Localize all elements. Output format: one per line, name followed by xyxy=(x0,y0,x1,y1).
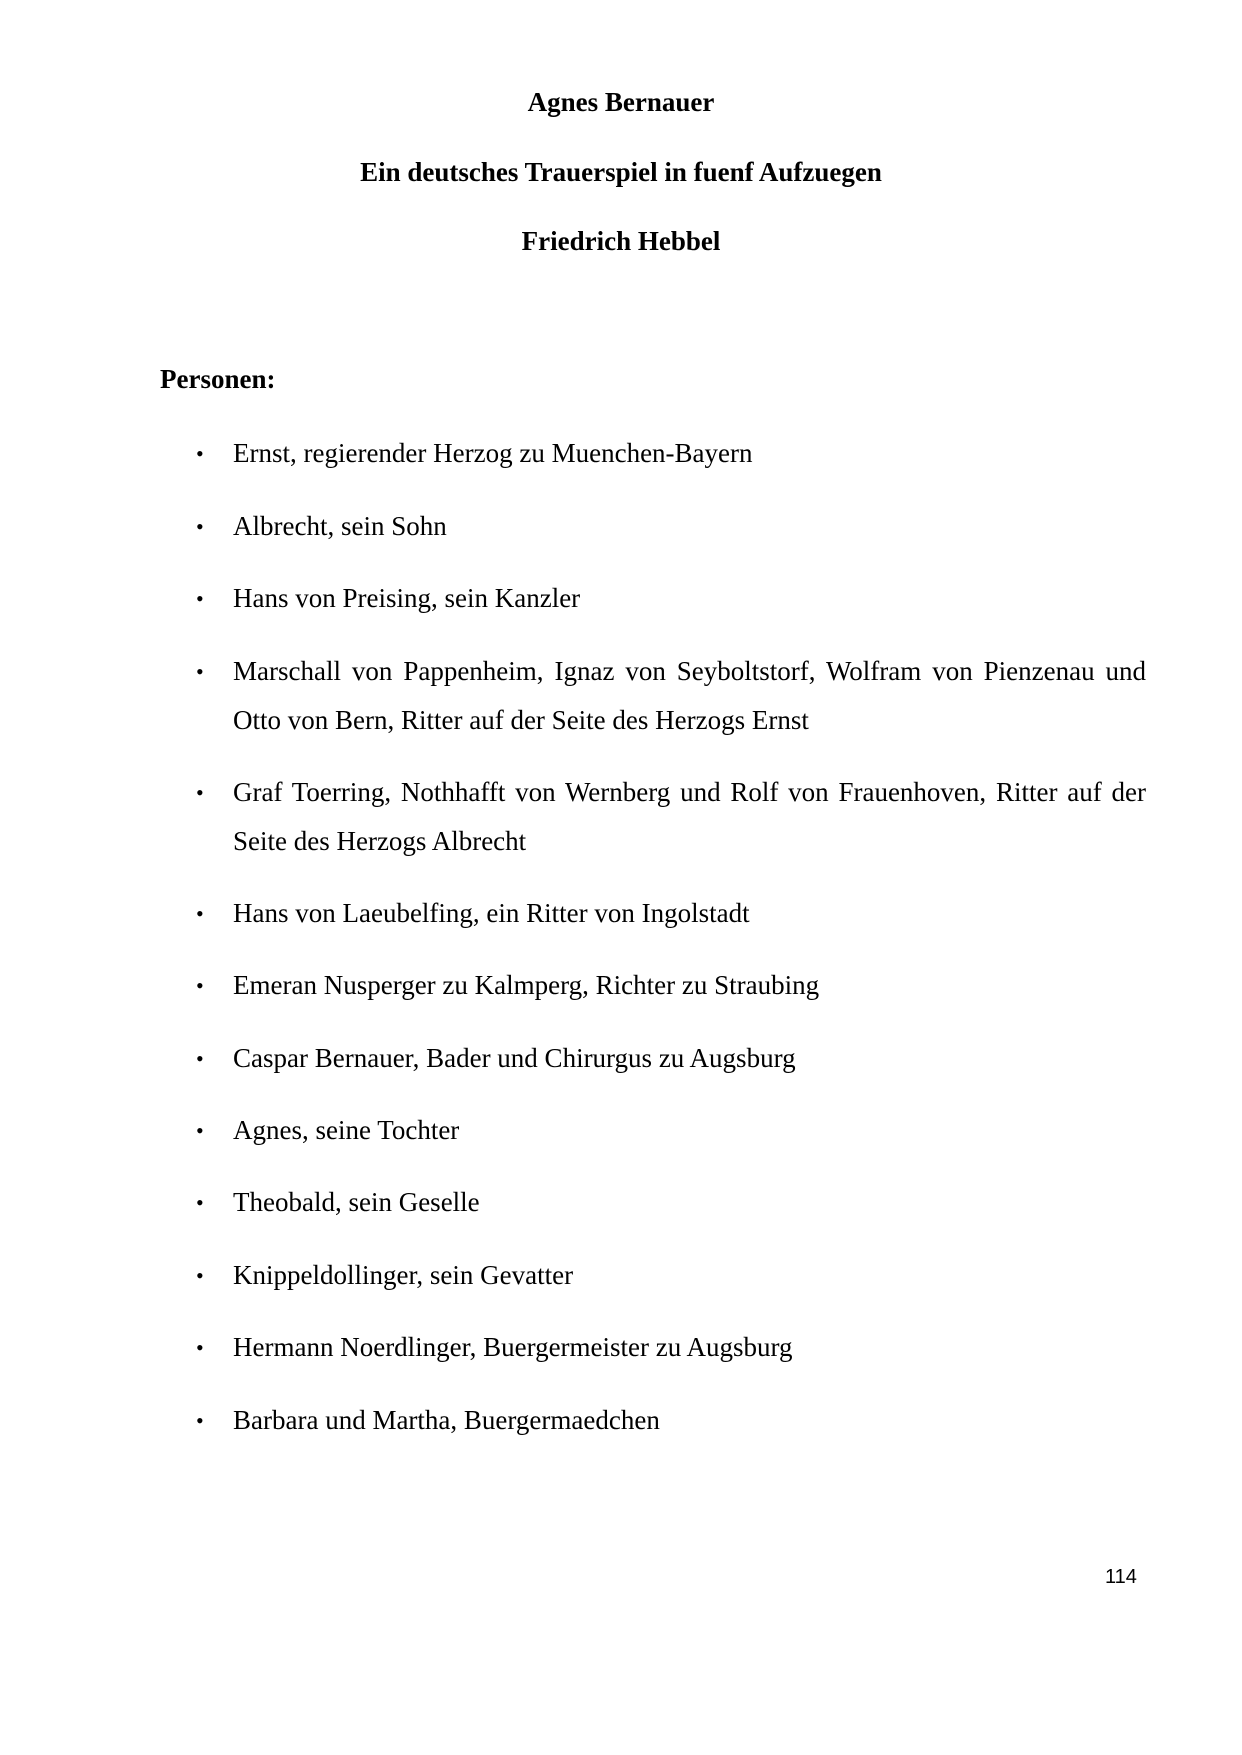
list-item xyxy=(196,1396,1146,1445)
bullet-icon: • xyxy=(196,441,204,466)
bullet-icon: • xyxy=(196,1118,204,1143)
document-subtitle: Ein deutsches Trauerspiel in fuenf Aufzuegen xyxy=(360,157,882,187)
list-item xyxy=(196,1323,1146,1372)
cast-member: Theobald, sein Geselle xyxy=(233,1187,480,1217)
cast-member: Hans von Laeubelfing, ein Ritter von Ingolstadt xyxy=(233,898,750,928)
cast-member: Ernst, regierender Herzog zu Muenchen-Bayern xyxy=(233,438,753,468)
list-item xyxy=(196,768,1146,866)
bullet-icon: • xyxy=(196,1046,204,1071)
list-item xyxy=(196,1251,1146,1300)
bullet-icon: • xyxy=(196,514,204,539)
list-item xyxy=(196,429,1146,478)
bullet-icon: • xyxy=(196,659,204,684)
bullet-icon: • xyxy=(196,973,204,998)
list-item xyxy=(196,1106,1146,1155)
bullet-icon: • xyxy=(196,1335,204,1360)
list-item xyxy=(196,647,1146,745)
cast-member: Agnes, seine Tochter xyxy=(233,1115,460,1145)
page-number: 114 xyxy=(1105,1566,1137,1588)
cast-member: Hans von Preising, sein Kanzler xyxy=(233,583,581,613)
list-item xyxy=(196,1034,1146,1083)
cast-member: Marschall von Pappenheim, Ignaz von Seyboltstorf, Wolfram von Pienzenau und Otto von Bern, Ritter auf der Seite des Herzogs Ernst xyxy=(233,656,1146,735)
cast-member: Knippeldollinger, sein Gevatter xyxy=(233,1260,574,1290)
list-item xyxy=(196,502,1146,551)
cast-member: Hermann Noerdlinger, Buergermeister zu Augsburg xyxy=(233,1332,793,1362)
document-author: Friedrich Hebbel xyxy=(521,226,721,256)
list-item xyxy=(196,961,1146,1010)
cast-member: Emeran Nusperger zu Kalmperg, Richter zu Straubing xyxy=(233,970,820,1000)
cast-member: Caspar Bernauer, Bader und Chirurgus zu Augsburg xyxy=(233,1043,796,1073)
bullet-icon: • xyxy=(196,780,204,805)
cast-heading: Personen: xyxy=(160,364,276,394)
document-title: Agnes Bernauer xyxy=(527,87,715,117)
bullet-icon: • xyxy=(196,586,204,611)
list-item xyxy=(196,889,1146,938)
bullet-icon: • xyxy=(196,901,204,926)
cast-member: Albrecht, sein Sohn xyxy=(233,511,447,541)
cast-member: Graf Toerring, Nothhafft von Wernberg und Rolf von Frauenhoven, Ritter auf der Seite des Herzogs Albrecht xyxy=(233,777,1146,856)
bullet-icon: • xyxy=(196,1263,204,1288)
bullet-icon: • xyxy=(196,1408,204,1433)
cast-member: Barbara und Martha, Buergermaedchen xyxy=(233,1405,660,1435)
bullet-icon: • xyxy=(196,1190,204,1215)
list-item xyxy=(196,1178,1146,1227)
list-item xyxy=(196,574,1146,623)
